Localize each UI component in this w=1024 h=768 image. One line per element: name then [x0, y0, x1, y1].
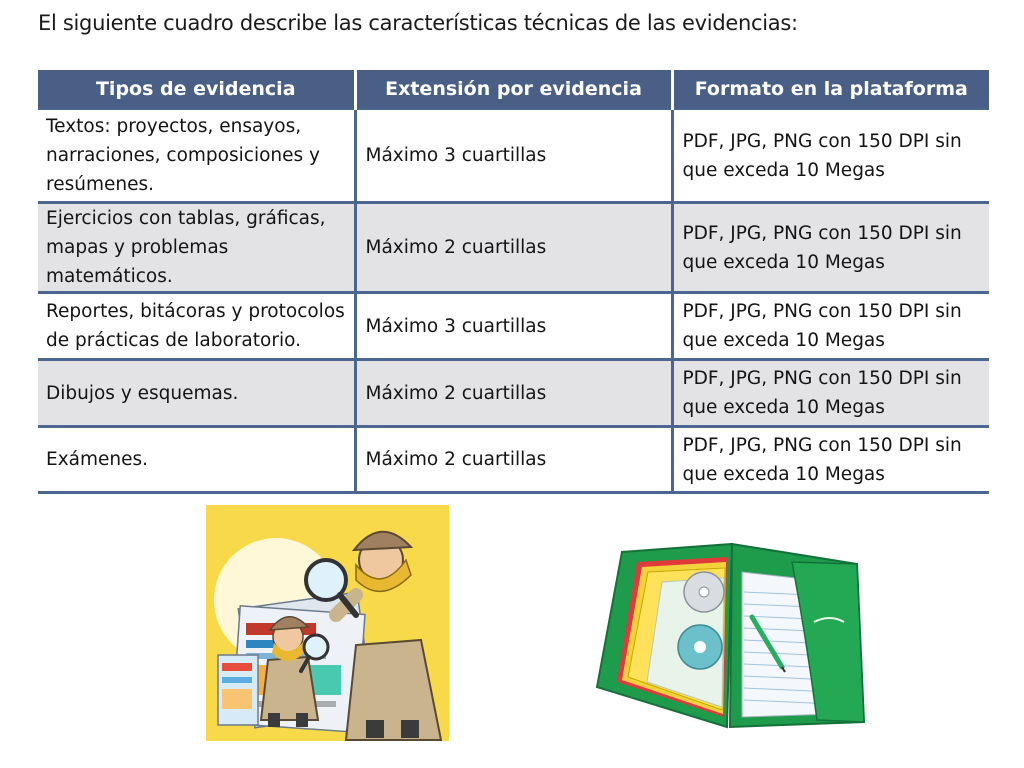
cell-tipo: Reportes, bitácoras y protocolos de prácticas de laboratorio. — [38, 293, 355, 360]
table-row — [38, 360, 989, 427]
table-row — [38, 427, 989, 493]
cell-tipo: Dibujos y esquemas. — [38, 360, 355, 427]
cell-tipo: Textos: proyectos, ensayos, narraciones, composiciones y resúmenes. — [38, 109, 355, 203]
cell-extension: Máximo 2 cuartillas — [355, 360, 672, 427]
cell-extension: Máximo 2 cuartillas — [355, 203, 672, 293]
cell-extension: Máximo 2 cuartillas — [355, 427, 672, 493]
header-tipos: Tipos de evidencia — [38, 70, 355, 109]
cell-tipo: Exámenes. — [38, 427, 355, 493]
table-header-row — [38, 70, 989, 109]
evidence-table — [38, 70, 989, 494]
cell-tipo: Ejercicios con tablas, gráficas, mapas y problemas matemáticos. — [38, 203, 355, 293]
table-row — [38, 203, 989, 293]
cell-extension: Máximo 3 cuartillas — [355, 109, 672, 203]
cell-formato: PDF, JPG, PNG con 150 DPI sin que exceda 10 Megas — [672, 293, 989, 360]
cell-formato: PDF, JPG, PNG con 150 DPI sin que exceda 10 Megas — [672, 203, 989, 293]
intro-text: El siguiente cuadro describe las características técnicas de las evidencias: — [38, 11, 798, 35]
cell-formato: PDF, JPG, PNG con 150 DPI sin que exceda 10 Megas — [672, 109, 989, 203]
header-extension: Extensión por evidencia — [355, 70, 672, 109]
table-row — [38, 293, 989, 360]
cell-formato: PDF, JPG, PNG con 150 DPI sin que exceda 10 Megas — [672, 427, 989, 493]
detective-magnifier-illustration — [206, 505, 449, 741]
table-row — [38, 109, 989, 203]
cell-extension: Máximo 3 cuartillas — [355, 293, 672, 360]
cell-formato: PDF, JPG, PNG con 150 DPI sin que exceda 10 Megas — [672, 360, 989, 427]
green-document-folder-illustration — [592, 522, 867, 732]
header-formato: Formato en la plataforma — [672, 70, 989, 109]
